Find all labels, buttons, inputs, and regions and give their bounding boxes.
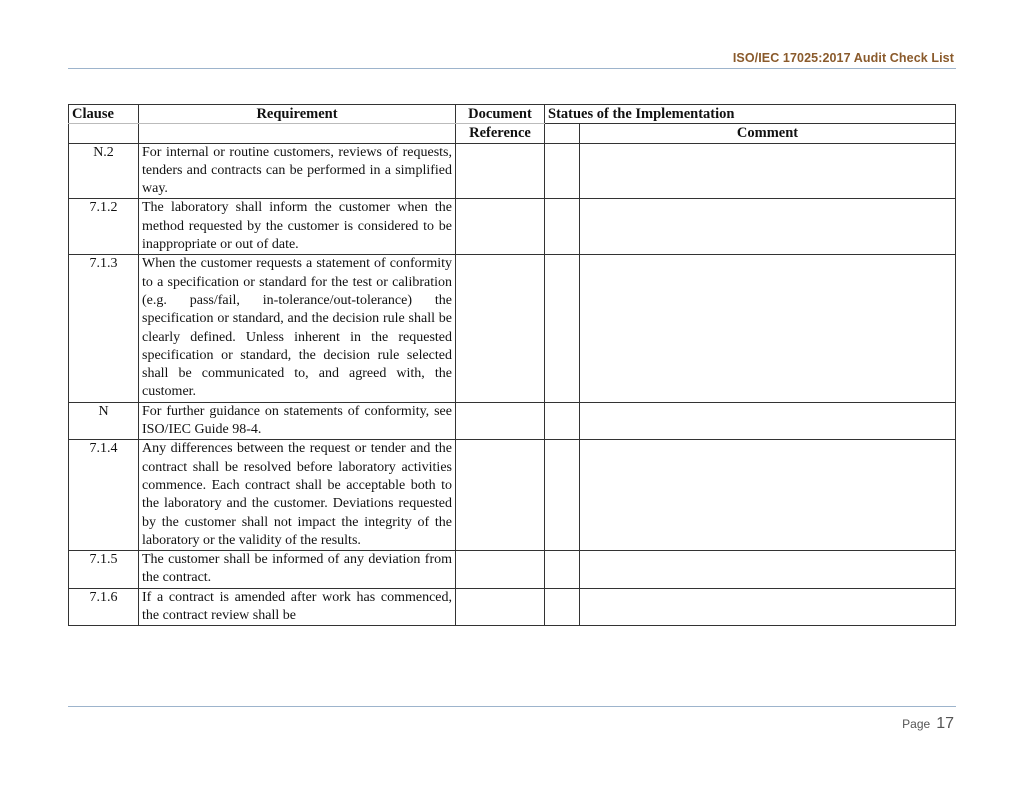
table-row — [69, 402, 956, 440]
document-header-title: ISO/IEC 17025:2017 Audit Check List — [732, 51, 954, 65]
table-header-row — [69, 105, 956, 124]
table-row — [69, 588, 956, 626]
header-status-spacer — [545, 124, 580, 143]
status-cell — [545, 402, 580, 440]
clause-cell: 7.1.5 — [69, 551, 139, 589]
requirement-cell: When the customer requests a statement of conformity to a specification or standard for the test or calibration (e.g. pass/fail, in-tolerance/out-tolerance) the specification or standard, and the decision rule shall be clearly defined. Unless inherent in the requested specification or standard, the decision rule selected shall be communicated to, and agreed with, the customer. — [139, 255, 456, 402]
clause-cell: N — [69, 402, 139, 440]
document-reference-cell — [456, 199, 545, 255]
comment-cell — [580, 440, 956, 551]
requirement-cell: Any differences between the request or tender and the contract shall be resolved before laboratory activities commence. Each contract shall be acceptable both to the laboratory and the customer. Deviations requested by the customer shall not impact the integrity of the laboratory or the validity of the results. — [139, 440, 456, 551]
requirement-cell: For further guidance on statements of conformity, see ISO/IEC Guide 98-4. — [139, 402, 456, 440]
status-cell — [545, 199, 580, 255]
status-cell — [545, 255, 580, 402]
header-document: Document — [456, 105, 545, 124]
audit-checklist-table — [68, 104, 956, 626]
header-clause-spacer — [69, 124, 139, 143]
requirement-cell: The customer shall be informed of any deviation from the contract. — [139, 551, 456, 589]
comment-cell — [580, 199, 956, 255]
document-reference-cell — [456, 255, 545, 402]
header-comment: Comment — [580, 124, 956, 143]
header-reference: Reference — [456, 124, 545, 143]
header-clause: Clause — [69, 105, 139, 124]
document-reference-cell — [456, 588, 545, 626]
comment-cell — [580, 551, 956, 589]
page-footer — [902, 715, 954, 733]
comment-cell — [580, 255, 956, 402]
table-row — [69, 255, 956, 402]
requirement-cell: For internal or routine customers, reviews of requests, tenders and contracts can be performed in a simplified way. — [139, 143, 456, 199]
header-requirement-spacer — [139, 124, 456, 143]
document-reference-cell — [456, 143, 545, 199]
document-reference-cell — [456, 551, 545, 589]
status-cell — [545, 588, 580, 626]
comment-cell — [580, 143, 956, 199]
clause-cell: 7.1.3 — [69, 255, 139, 402]
comment-cell — [580, 588, 956, 626]
page-number: 17 — [936, 715, 954, 732]
document-reference-cell — [456, 440, 545, 551]
clause-cell: 7.1.2 — [69, 199, 139, 255]
table-subheader-row — [69, 124, 956, 143]
status-cell — [545, 551, 580, 589]
document-reference-cell — [456, 402, 545, 440]
header-status: Statues of the Implementation — [545, 105, 956, 124]
table-row — [69, 440, 956, 551]
requirement-cell: If a contract is amended after work has commenced, the contract review shall be — [139, 588, 456, 626]
footer-divider — [68, 706, 956, 707]
clause-cell: N.2 — [69, 143, 139, 199]
requirement-cell: The laboratory shall inform the customer when the method requested by the customer is considered to be inappropriate or out of date. — [139, 199, 456, 255]
status-cell — [545, 143, 580, 199]
table-row — [69, 199, 956, 255]
clause-cell: 7.1.6 — [69, 588, 139, 626]
comment-cell — [580, 402, 956, 440]
clause-cell: 7.1.4 — [69, 440, 139, 551]
table-row — [69, 143, 956, 199]
table-row — [69, 551, 956, 589]
page-label: Page — [902, 717, 931, 731]
status-cell — [545, 440, 580, 551]
header-requirement: Requirement — [139, 105, 456, 124]
header-divider — [68, 68, 956, 69]
